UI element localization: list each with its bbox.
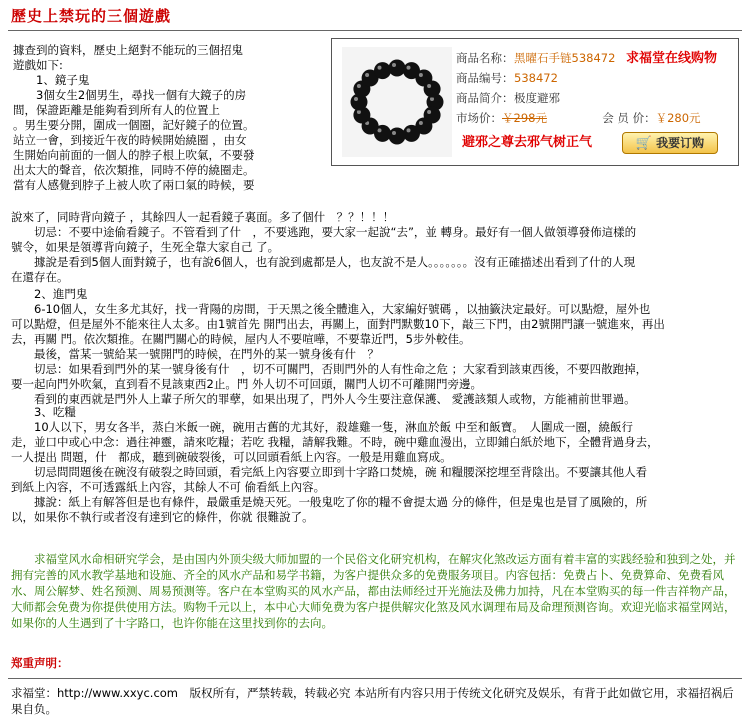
product-desc-row [456, 91, 560, 106]
intro-line: 遊戲如下: [13, 58, 63, 72]
product-name-row [456, 51, 615, 66]
bracelet-bead [374, 62, 391, 79]
section-line: 據說是看到5個人面對鏡子，也有說6個人，也有說到處都是人，也友說不是人。。。。。。。沒有正確描述出看到了什的人現 [11, 255, 636, 269]
intro-line: 3個女生2個男生，尋找一個有大鏡子的房 [13, 88, 247, 102]
member-price-label: 会 员 价： [602, 111, 656, 125]
intro-line: 出太大的聲音，依次類推，同時不停的繞圈走。 [13, 163, 255, 177]
bead-highlight [427, 110, 431, 114]
ad-slogan: 避邪之尊去邪气树正气 [462, 135, 593, 150]
section-mirror-ghost [11, 210, 741, 285]
order-button-label: 我要订购 [656, 135, 705, 150]
intro-text [13, 43, 323, 193]
product-desc-label: 商品简介： [456, 91, 514, 105]
intro-line: 生開始向前面的一個人的脖子根上吹氣，不要發 [13, 148, 255, 162]
section-line: 號令，如果是領導背向鏡子，生死全靠大家自己 了。 [11, 240, 280, 254]
bead-highlight [365, 73, 369, 77]
section-line: 在還存在。 [11, 270, 69, 284]
bead-highlight [354, 97, 358, 101]
section-line: 要一起向門外吹氣，直到看不見該東西2止。門 外人切不可回頭，關門人切不可離開門旁邊。 [11, 377, 482, 391]
top-divider [8, 30, 742, 31]
section-eat-grain [11, 390, 741, 525]
bead-highlight [427, 84, 431, 88]
section-line: 到紙上內容，不可透露紙上內容，其餘人不可 偷看紙上內容。 [11, 480, 326, 494]
member-price: ￥280元 [655, 111, 701, 125]
intro-line: 。男生要分開，圍成一個圈，記好鏡子的位置。 [13, 118, 255, 132]
section-line: 切忌：不要中途偷看鏡子。不管看到了什 ，不要逃跑，要大家一起說“去”，並 轉身。最好有一個人做領導發佈這樣的 [11, 225, 637, 239]
page-title: 歷史上禁玩的三個遊戲 [11, 7, 172, 25]
bead-highlight [407, 66, 411, 70]
product-ad-box[interactable] [331, 38, 739, 166]
bead-highlight [419, 121, 423, 125]
promo-paragraph: 求福堂风水命相研究学会，是由国内外顶尖级大师加盟的一个民俗文化研究机构，在解灾化煞改运方面有着丰富的实践经验和独到之处，并拥有完善的风水教学基地和设施、齐全的风水产品和易学书籍，为客户提供众多的免费服务项目。内容包括：免费占卜、免费算命、免费看风水、周公解梦、姓名预测、周易预测等。客户在本堂购买的风水产品，都由法师经过开光施法及佛力加持，凡在本堂购买的每一件吉祥物产品，大师都会免费为你提供使用方法。购物千元以上，本中心大师免费为客户提供解灾化煞及风水调理布局及命理预测咨询。欢迎光临求福堂网站，如果你的人生遇到了十字路口，也许你能在这里找到你的去向。 [11, 552, 736, 630]
intro-line: 據查到的資料，歷史上絕對不能玩的三個招鬼 [13, 43, 243, 57]
section-line: 2、進門鬼 [11, 287, 88, 301]
intro-line: 間，保證距離是能夠看到所有人的位置上 [13, 103, 220, 117]
bead-highlight [378, 128, 382, 132]
order-button[interactable] [622, 132, 718, 154]
section-line: 走，並口中或心中念：過往神靈，請來吃糧；若吃 我糧，請解我難。不時，碗中雞血漫出，立即鋪白紙於地下，全體背過身去， [11, 435, 659, 449]
shopping-cart-icon: 🛒 [635, 135, 653, 151]
bead-highlight [392, 131, 396, 135]
section-line: 6-10個人，女生多尤其好，找一背陽的房間，于天黑之後全體進入，大家編好號碼 ，以抽籤決定最好。可以點燈，屋外也 [11, 302, 651, 316]
bead-highlight [392, 63, 396, 67]
bead-highlight [419, 73, 423, 77]
bead-highlight [357, 84, 361, 88]
obsidian-bracelet-image[interactable] [342, 47, 452, 157]
product-code-row [456, 71, 558, 86]
section-line: 看到的東西就是門外人上輩子所欠的罪孽，如果出現了，門外人今生要注意保護、 愛護該類人或物，方能補前世罪過。 [11, 392, 636, 406]
section-line: 3、吃糧 [11, 405, 76, 419]
section-line: 說來了，同時背向鏡子 ，其餘四人一起看鏡子裏面。多了個什 ？？！！！ [11, 210, 395, 224]
bracelet-bead [403, 125, 420, 142]
product-code-label: 商品编号： [456, 71, 514, 85]
product-name-value[interactable]: 黑曜石手链538472 [514, 51, 616, 65]
bottom-divider [8, 678, 742, 679]
store-name[interactable]: 求福堂在线购物 [626, 51, 718, 66]
section-line: 去，再關 門。依次類推。在關門關心的時候，屋内人不要喧嘩，不要靠近門，5步外較佳。 [11, 332, 471, 346]
bead-highlight [378, 66, 382, 70]
section-line: 切忌問問題後在碗沒有破裂之時回頭，看完紙上內容要立即到十字路口焚燒，碗 和糧腰深挖埋至背陰出。不要讓其他人看 [11, 465, 648, 479]
section-line: 一人提出 問題，什 都成，聽到碗破裂後，可以回頭看紙上內容。一般是用雞血寫成。 [11, 450, 452, 464]
section-line: 以，如果你不執行或者沒有達到它的條件，你就 很難說了。 [11, 510, 314, 524]
product-name-label: 商品名称： [456, 51, 514, 65]
section-line: 切忌：如果看到門外的某一號身後有什 ，切不可關門，否則門外的人有性命之危 ；大家看到該東西後，不要四散跑掉， [11, 362, 648, 376]
section-line: 可以點燈，但是屋外不能來往人太多。由1號首先 開門出去，再關上，面對門默數10下，敲三下門，由2號開門讓一號進來，再出 [11, 317, 665, 331]
bead-highlight [407, 128, 411, 132]
market-price: ￥298元 [502, 111, 547, 125]
section-line: 最後，當某一號給某一號開門的時候，在門外的某一號身後有什 ？ [11, 347, 379, 361]
disclaimer-title: 郑重声明： [11, 656, 69, 670]
intro-line: 1、鏡子鬼 [13, 73, 90, 87]
section-line: 10人以下，男女各半，蒸白米飯一碗，碗用古舊的尤其好，殺雄雞一隻，淋血於飯 中至和飯寶。 人圍成一圈，繞飯行 [11, 420, 634, 434]
footer-text: 求福堂：http://www.xxyc.com 版权所有，严禁转载，转载必究 本站所有内容只用于传统文化研究及娱乐，有背于此如做它用，求福招祸后果自负。 [11, 686, 734, 716]
market-price-label: 市场价： [456, 111, 502, 125]
product-desc-value: 极度避邪 [514, 91, 560, 105]
price-row [456, 111, 701, 126]
bracelet-bead [389, 128, 406, 145]
intro-line: 站立一會，到接近午夜的時候開始繞圈 ，由女 [13, 133, 247, 147]
bead-highlight [430, 97, 434, 101]
bracelet-bead [424, 81, 441, 98]
section-line: 據說：紙上有解答但是也有條件，最嚴重是燒天死。一般鬼吃了你的糧不會提太過 分的條件，但是鬼也是冒了風險的，所 [11, 495, 648, 509]
intro-line: 當有人感覺到脖子上被人吹了兩口氣的時候，要 [13, 178, 255, 192]
bracelet-bead [389, 60, 406, 77]
product-code-value: 538472 [514, 71, 558, 85]
section-door-ghost [11, 287, 741, 407]
section-line [11, 390, 741, 405]
bead-highlight [357, 110, 361, 114]
